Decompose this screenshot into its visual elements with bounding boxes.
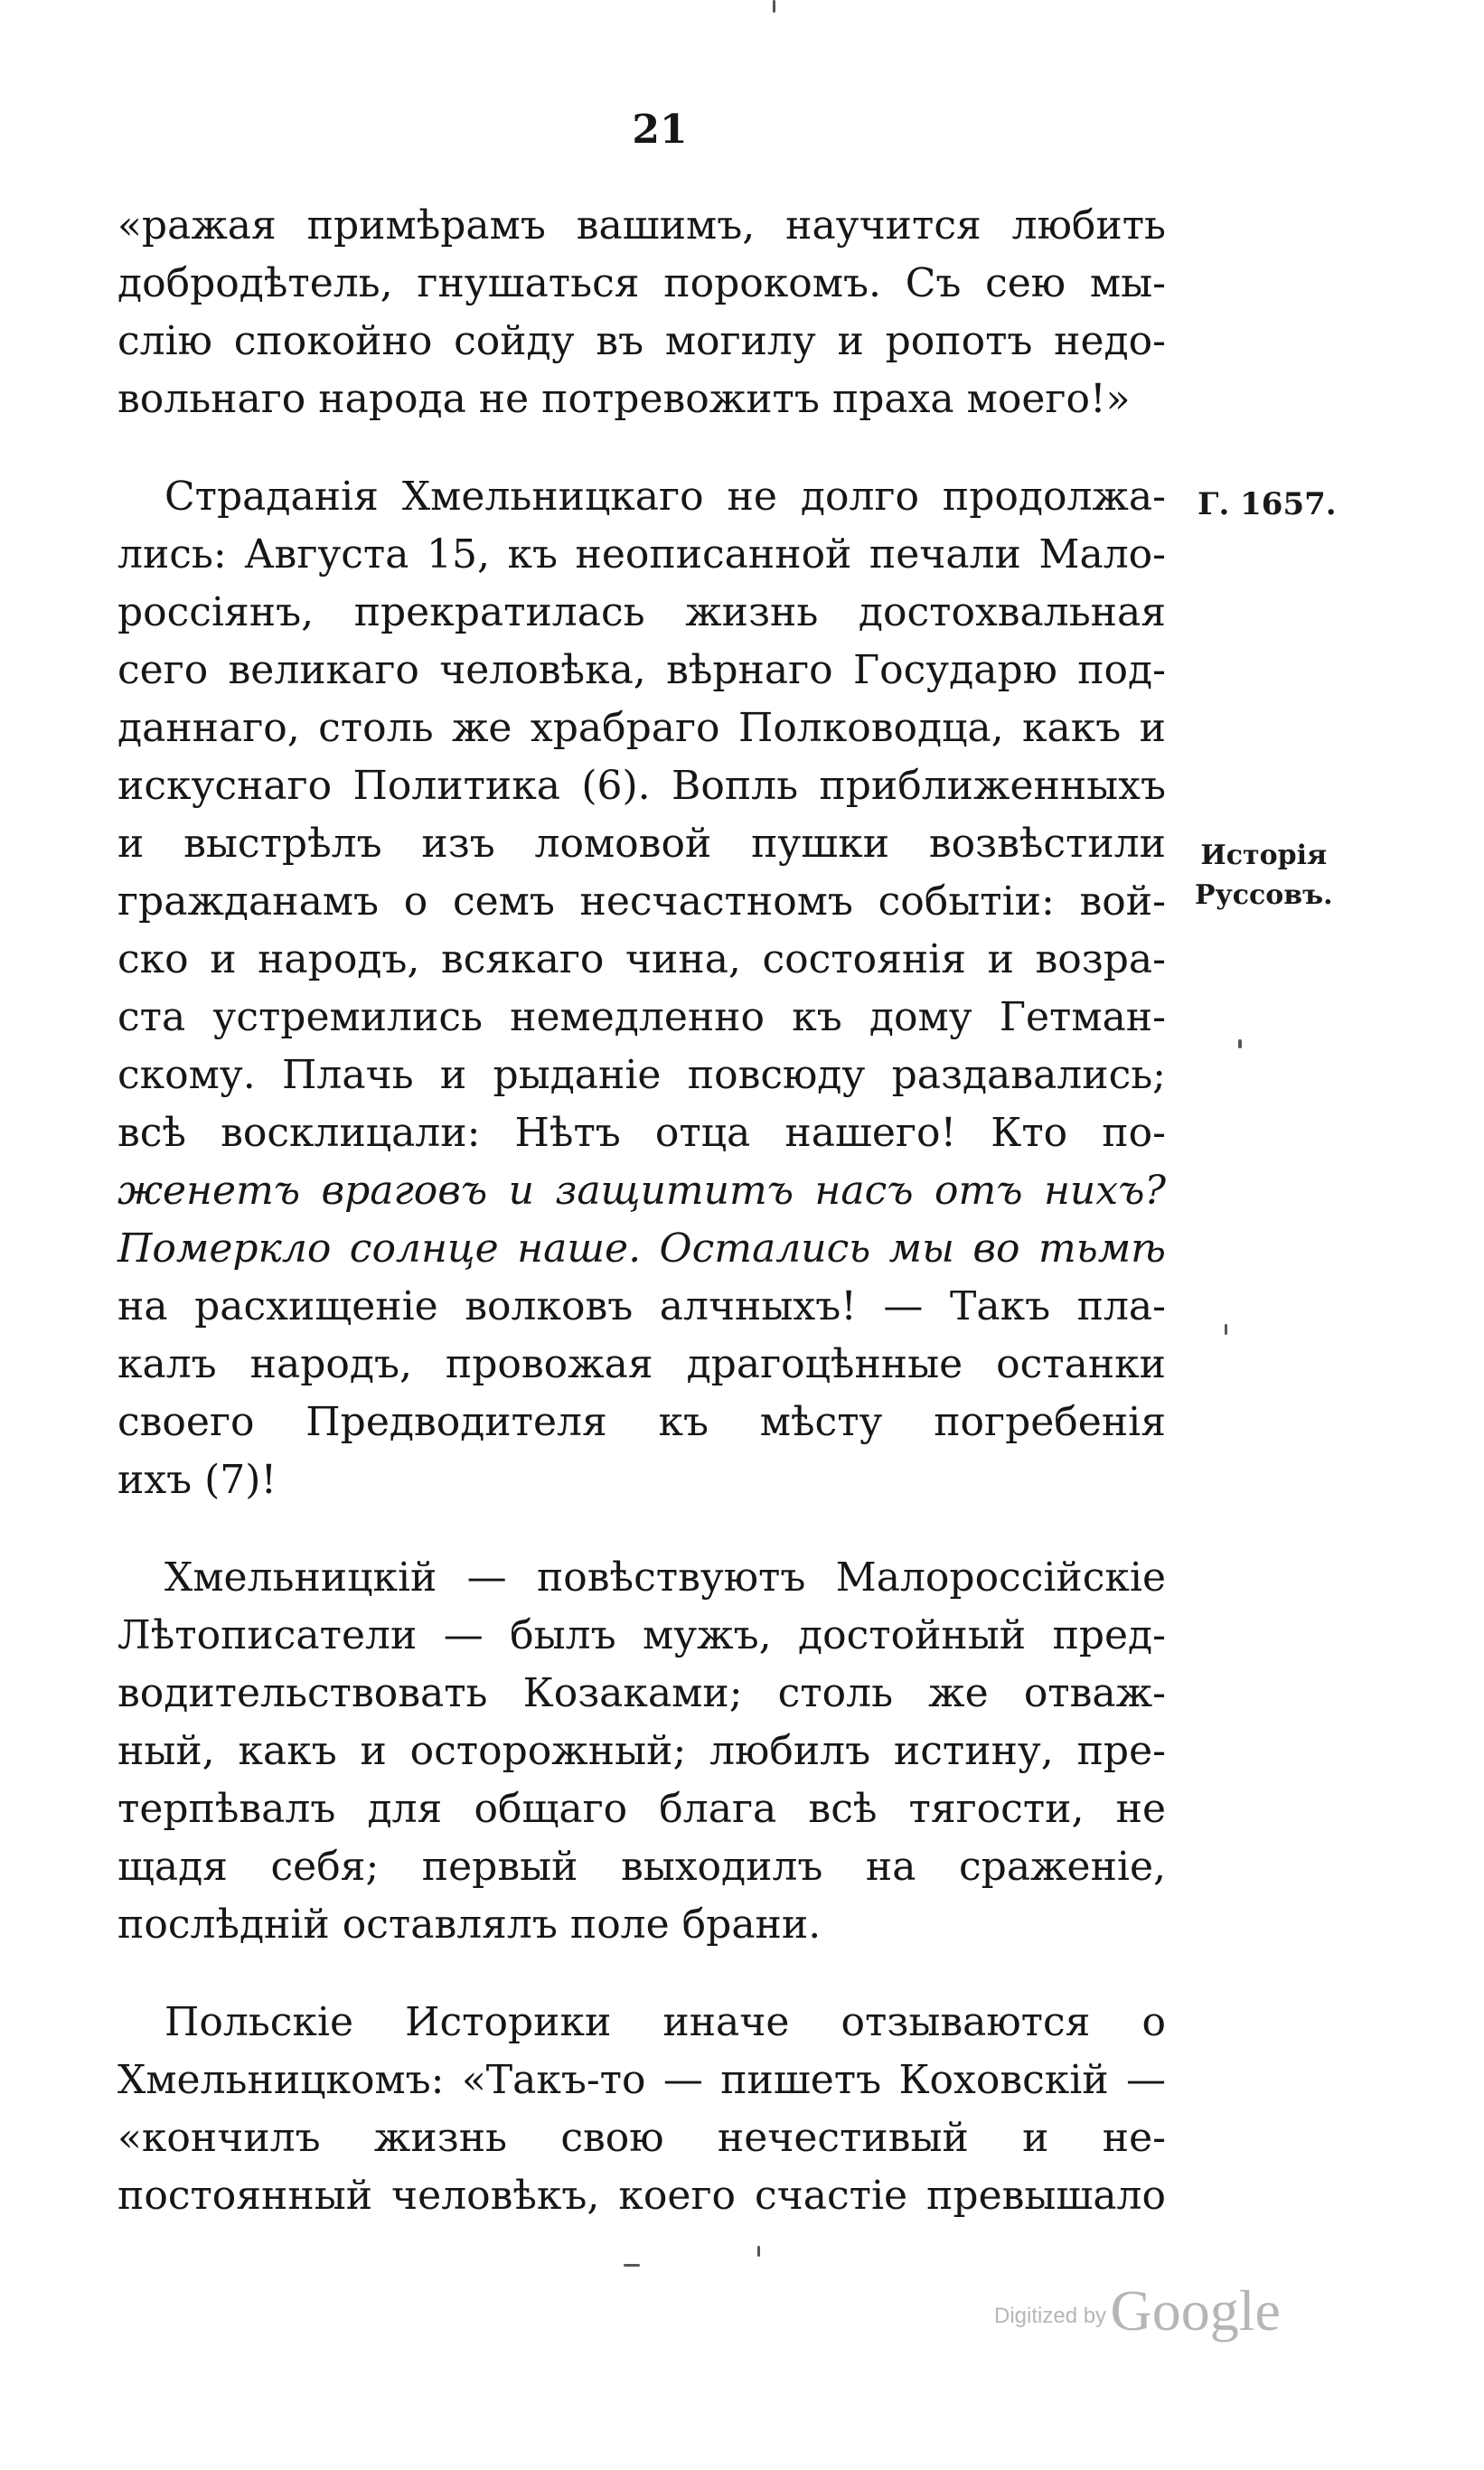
margin-note-source [1195,836,1333,916]
margin-source-line: Исторія [1200,840,1328,871]
watermark-prefix: Digitized by [994,2304,1107,2328]
text-line: Хмельницкомъ: «Такъ-то — пишетъ Коховскій — [117,2057,1166,2103]
paragraph-polish-historians [117,1994,1166,2225]
text-line: всѣ восклицали: Нѣтъ отца нашего! Кто по- [117,1110,1166,1156]
text-line: ный, какъ и осторожный; любилъ истину, пре- [117,1728,1166,1774]
text-line: на расхищеніе волковъ алчныхъ! — Такъ пла- [117,1283,1166,1329]
body-text [117,197,1166,2265]
text-line: водительствовать Козаками; столь же отваж- [117,1670,1166,1716]
text-line: ихъ (7)! [117,1457,277,1503]
paper-speck [773,0,775,13]
margin-source-line: Руссовъ. [1195,879,1333,911]
text-line: скому. Плачь и рыданіе повсюду раздавались; [117,1052,1166,1098]
paper-speck [757,2246,760,2257]
text-line: Хмельницкій — повѣствуютъ Малороссійскіе [164,1554,1166,1601]
text-line: терпѣвалъ для общаго блага всѣ тягости, не [117,1786,1166,1832]
google-logo: Google [1110,2278,1281,2343]
text-line: ско и народъ, всякаго чина, состоянія и возра- [117,936,1166,982]
text-line: постоянный человѣкъ, коего счастіе превышало [117,2173,1166,2219]
paper-speck [1225,1324,1227,1335]
text-line: «кончилъ жизнь свою нечестивый и не- [117,2115,1166,2161]
digitized-watermark [994,2277,1281,2344]
text-line: Страданія Хмельницкаго не долго продолжа- [164,474,1166,520]
text-line: добродѣтель, гнушаться порокомъ. Съ сею мы- [117,260,1166,306]
text-line: гражданамъ о семъ несчастномъ событіи: вой- [117,878,1166,925]
text-line: «ражая примѣрамъ вашимъ, научится любить [117,202,1166,249]
text-line: калъ народъ, провожая драгоцѣнные останки [117,1341,1166,1387]
text-line: лись: Августа 15, къ неописанной печали Мало- [117,531,1166,578]
paragraph-death [117,468,1166,1509]
text-line: россіянъ, прекратилась жизнь достохвальная [117,589,1166,635]
paragraph-quote-end [117,197,1166,428]
text-line: вольнаго народа не потревожитъ праха моего!» [117,376,1131,422]
text-line: щадя себя; первый выходилъ на сраженіе, [117,1844,1166,1890]
text-line: женетъ враговъ и защититъ насъ отъ нихъ? [117,1168,1166,1214]
text-line: Лѣтописатели — былъ мужъ, достойный пред- [117,1612,1166,1658]
paper-speck [1238,1039,1242,1048]
paper-speck [624,2264,640,2267]
text-line: слію спокойно сойду въ могилу и ропотъ недо- [117,318,1166,364]
paragraph-chroniclers [117,1549,1166,1954]
text-line: Польскіе Историки иначе отзываются о [164,1999,1166,2045]
text-line: послѣдній оставлялъ поле брани. [117,1902,822,1948]
text-line: и выстрѣлъ изъ ломовой пушки возвѣстили [117,821,1166,867]
text-line: сего великаго человѣка, вѣрнаго Государю под- [117,647,1166,693]
text-line: своего Предводителя къ мѣсту погребенія [117,1399,1166,1445]
page-number: 21 [632,107,688,153]
margin-note-year: Г. 1657. [1198,486,1337,522]
text-line: искуснаго Политика (6). Вопль приближенныхъ [117,763,1166,809]
text-line: Померкло солнце наше. Остались мы во тьмѣ [117,1226,1166,1272]
text-line: ста устремились немедленно къ дому Гетман- [117,994,1166,1040]
text-line: даннаго, столь же храбраго Полководца, какъ и [117,705,1166,751]
